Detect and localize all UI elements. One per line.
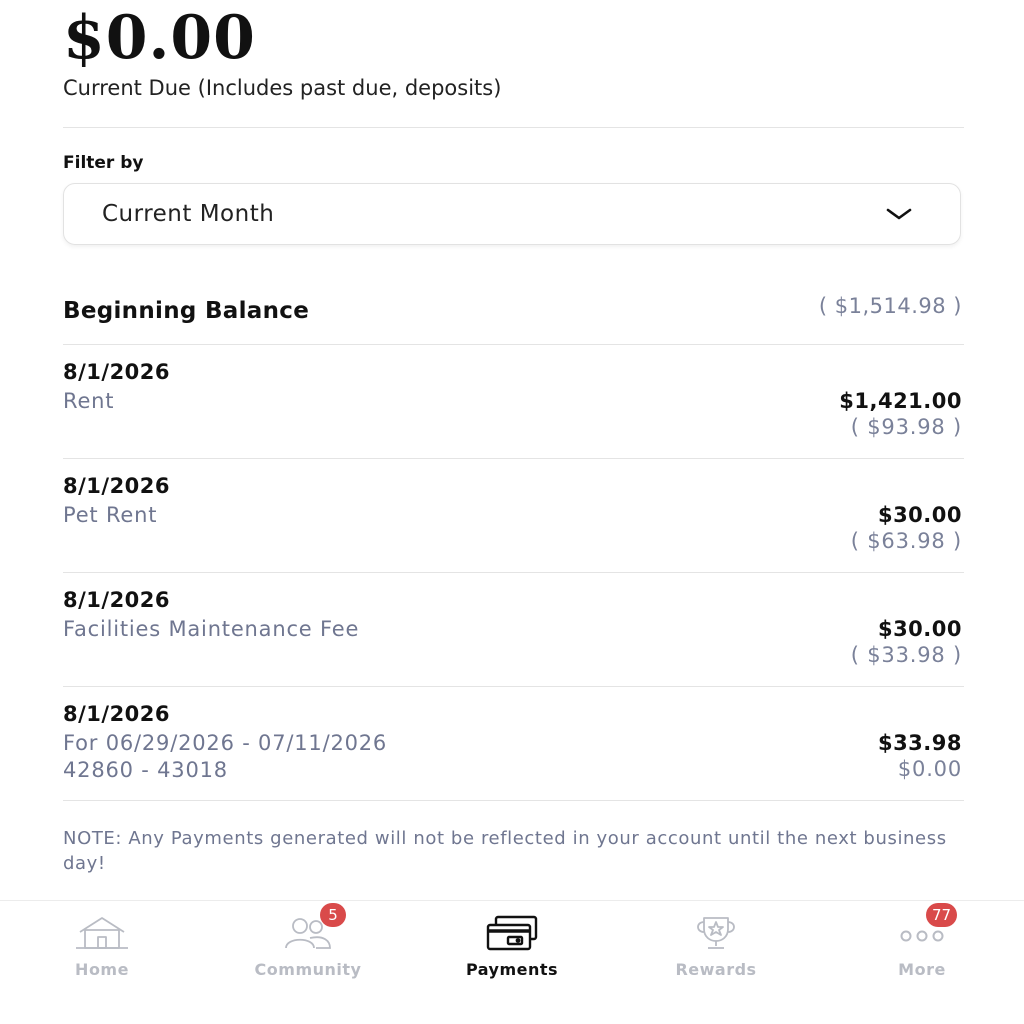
bottom-tab-bar — [0, 900, 1024, 1024]
tab-label: Home — [75, 960, 129, 979]
tab-home[interactable] — [22, 911, 182, 981]
divider — [63, 572, 964, 573]
transaction-running-balance: ( $63.98 ) — [850, 529, 962, 553]
transaction-running-balance: ( $93.98 ) — [850, 415, 962, 439]
divider — [63, 686, 964, 687]
transaction-amount: $30.00 — [877, 617, 962, 641]
transaction-date: 8/1/2026 — [63, 360, 171, 384]
filter-selected-value: Current Month — [102, 201, 275, 227]
filter-dropdown[interactable] — [63, 183, 961, 245]
tab-label: More — [898, 960, 946, 979]
notification-badge: 77 — [926, 903, 957, 927]
filter-label: Filter by — [63, 153, 144, 173]
transaction-row — [63, 702, 962, 792]
transaction-date: 8/1/2026 — [63, 588, 171, 612]
divider — [63, 127, 964, 128]
transaction-row — [63, 360, 962, 450]
beginning-balance-row — [63, 294, 962, 328]
tab-label: Rewards — [675, 960, 757, 979]
tab-community[interactable] — [228, 906, 388, 981]
divider — [63, 458, 964, 459]
rewards-trophy-icon — [688, 915, 744, 951]
payments-note: NOTE: Any Payments generated will not be reflected in your account until the next business day! — [63, 828, 947, 874]
beginning-balance-value: ( $1,514.98 ) — [818, 294, 962, 318]
beginning-balance-label: Beginning Balance — [63, 298, 310, 324]
tab-rewards[interactable] — [636, 911, 796, 981]
transaction-description: Rent — [63, 389, 115, 413]
notification-badge: 5 — [320, 903, 346, 927]
transaction-row — [63, 474, 962, 564]
transaction-description: Facilities Maintenance Fee — [63, 617, 360, 641]
tab-payments[interactable] — [432, 911, 592, 981]
current-due-caption: Current Due (Includes past due, deposits) — [63, 76, 502, 100]
transaction-running-balance: $0.00 — [897, 757, 962, 781]
transaction-date: 8/1/2026 — [63, 474, 171, 498]
transaction-row — [63, 588, 962, 678]
transaction-description-line2: 42860 - 43018 — [63, 758, 228, 782]
transaction-amount: $1,421.00 — [839, 389, 962, 413]
transaction-amount: $33.98 — [877, 731, 962, 755]
home-icon — [74, 915, 130, 951]
transaction-running-balance: ( $33.98 ) — [850, 643, 962, 667]
payments-card-icon — [484, 915, 540, 951]
transaction-description: For 06/29/2026 - 07/11/2026 — [63, 731, 388, 755]
tab-label: Payments — [465, 960, 559, 979]
divider — [63, 800, 964, 801]
chevron-down-icon — [884, 204, 914, 224]
tab-more[interactable] — [842, 906, 1002, 981]
transaction-date: 8/1/2026 — [63, 702, 171, 726]
divider — [63, 344, 964, 345]
transaction-description: Pet Rent — [63, 503, 158, 527]
transaction-amount: $30.00 — [877, 503, 962, 527]
current-due-amount: $0.00 — [63, 3, 256, 73]
tab-label: Community — [254, 960, 362, 979]
